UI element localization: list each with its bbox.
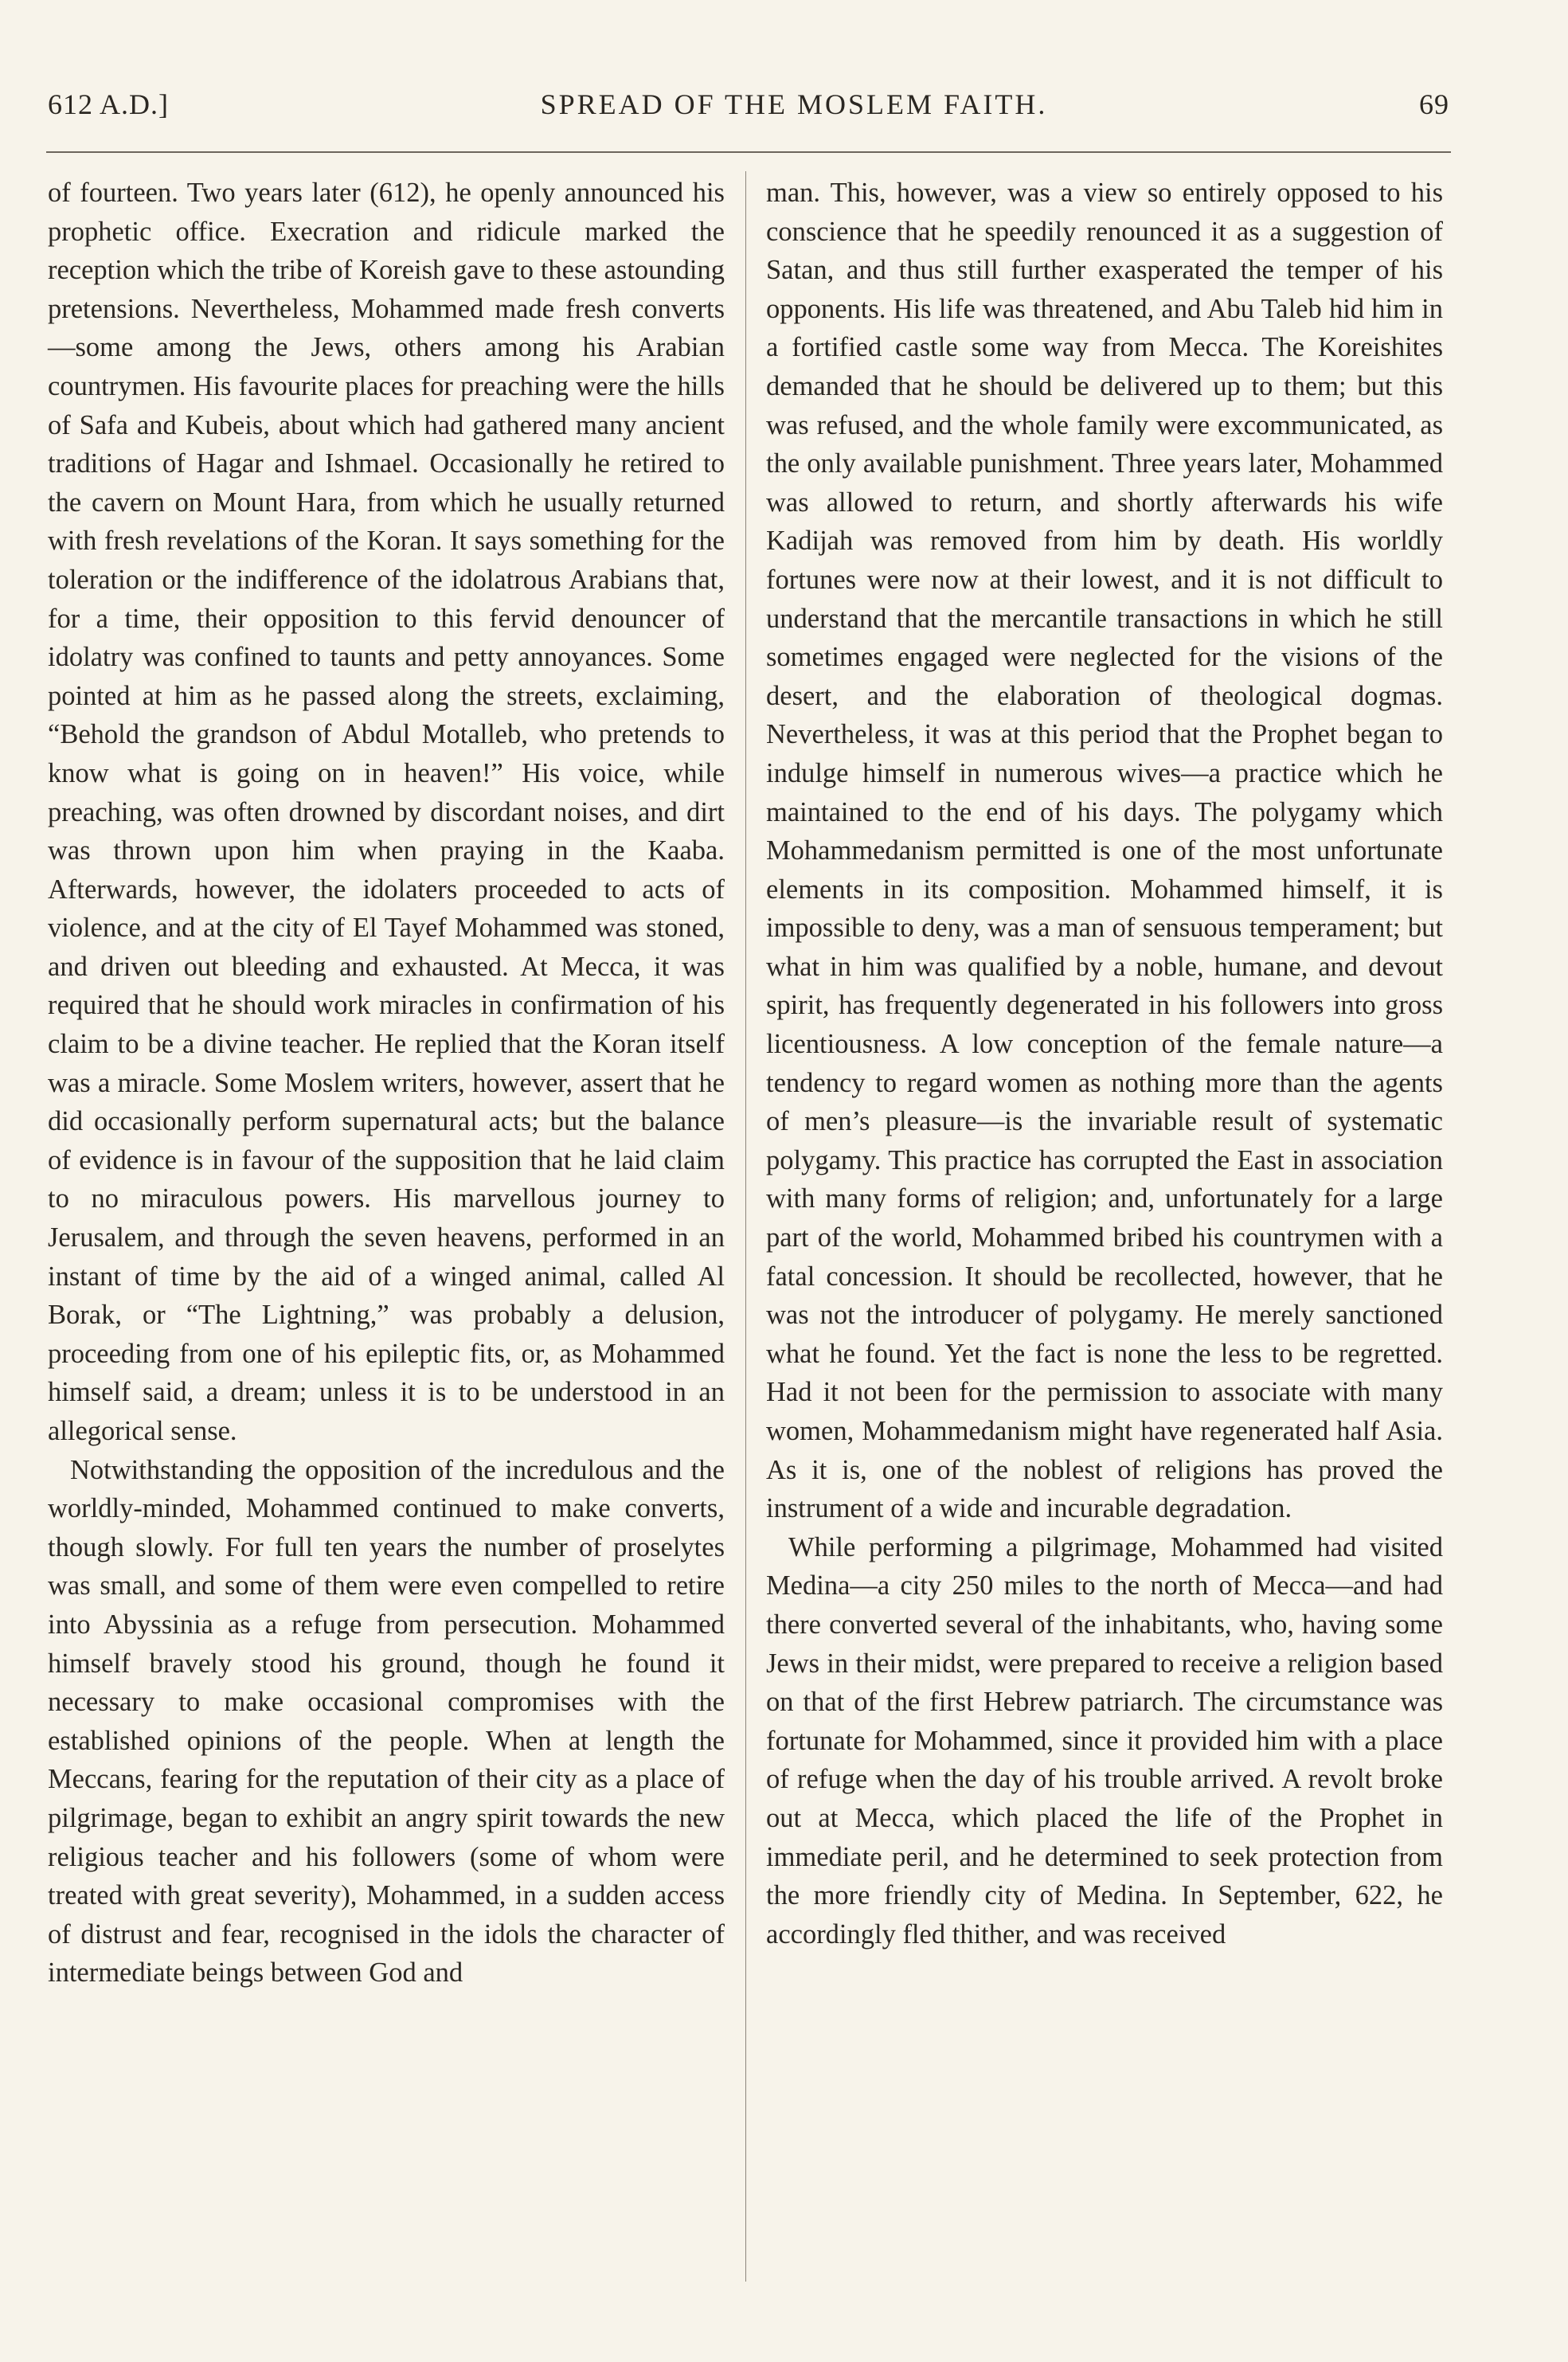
running-header xyxy=(48,88,1449,135)
header-rule xyxy=(46,151,1451,153)
header-date: 612 A.D.] xyxy=(48,88,169,120)
paragraph: of fourteen. Two years later (612), he openly announced his prophetic office. Execration and ridicule marked the reception which the tribe of Koreish gave to these astounding pretensions. Nevertheless, Mohammed made fresh converts—some among the Jews, others among his Arabian countrymen. His favourite places for preaching were the hills of Safa and Kubeis, about which had gathered many ancient traditions of Hagar and Ishmael. Occasionally he retired to the cavern on Mount Hara, from which he usually returned with fresh revelations of the Koran. It says something for the toleration or the indifference of the idolatrous Arabians that, for a time, their opposition to this fervid denouncer of idolatry was confined to taunts and petty annoyances. Some pointed at him as he passed along the streets, exclaiming, “Behold the grandson of Abdul Motalleb, who pretends to know what is going on in heaven!” His voice, while preaching, was often drowned by discordant noises, and dirt was thrown upon him when praying in the Kaaba. Afterwards, however, the idolaters proceeded to acts of violence, and at the city of El Tayef Mohammed was stoned, and driven out bleeding and exhausted. At Mecca, it was required that he should work miracles in confirmation of his claim to be a divine teacher. He replied that the Koran itself was a miracle. Some Moslem writers, however, assert that he did occasionally perform supernatural acts; but the balance of evidence is in favour of the supposition that he laid claim to no miraculous powers. His marvellous journey to Jerusalem, and through the seven heavens, performed in an instant of time by the aid of a winged animal, called Al Borak, or “The Lightning,” was probably a delusion, proceeding from one of his epileptic fits, or, as Mohammed himself said, a dream; unless it is to be understood in an allegorical sense. xyxy=(48,178,725,1446)
right-column xyxy=(766,174,1443,1953)
paragraph: While performing a pilgrimage, Mohammed had visited Medina—a city 250 miles to the north of Mecca—and had there converted several of the inhabitants, who, having some Jews in their midst, were prepared to receive a religion based on that of the first Hebrew patriarch. The circumstance was fortunate for Mohammed, since it provided him with a place of refuge when the day of his trouble arrived. A revolt broke out at Mecca, which placed the life of the Prophet in immediate peril, and he determined to seek protection from the more friendly city of Medina. In September, 622, he accordingly fled thither, and was received xyxy=(766,1531,1443,1949)
paragraph: man. This, however, was a view so entirely opposed to his conscience that he speedily renounced it as a suggestion of Satan, and thus still further exasperated the temper of his opponents. His life was threatened, and Abu Taleb hid him in a fortified castle some way from Mecca. The Koreishites demanded that he should be delivered up to them; but this was refused, and the whole family were excommunicated, as the only available punishment. Three years later, Mohammed was allowed to return, and shortly afterwards his wife Kadijah was removed from him by death. His worldly fortunes were now at their lowest, and it is not difficult to understand that the mercantile transactions in which he still sometimes engaged were neglected for the visions of the desert, and the elaboration of theological dogmas. Nevertheless, it was at this period that the Prophet began to indulge himself in numerous wives—a practice which he maintained to the end of his days. The polygamy which Mohammedanism permitted is one of the most unfortunate elements in its composition. Mohammed himself, it is impossible to deny, was a man of sensuous temperament; but what in him was qualified by a noble, humane, and devout spirit, has frequently degenerated in his followers into gross licentiousness. A low conception of the female nature—a tendency to regard women as nothing more than the agents of men’s pleasure—is the invariable result of systematic polygamy. This practice has corrupted the East in association with many forms of religion; and, unfortunately for a large part of the world, Mohammed bribed his countrymen with a fatal concession. It should be recollected, however, that he was not the introducer of polygamy. He merely sanctioned what he found. Yet the fact is none the less to be regretted. Had it not been for the permission to associate with many women, Mohammedanism might have regenerated half Asia. As it is, one of the noblest of religions has proved the instrument of a wide and incurable degradation. xyxy=(766,178,1443,1524)
left-column xyxy=(48,174,725,1992)
header-title: SPREAD OF THE MOSLEM FAITH. xyxy=(540,88,1048,120)
paragraph: Notwithstanding the opposition of the incredulous and the worldly-minded, Mohammed continued to make converts, though slowly. For full ten years the number of proselytes was small, and some of them were even compelled to retire into Abyssinia as a refuge from persecution. Mohammed himself bravely stood his ground, though he found it necessary to make occasional compromises with the established opinions of the people. When at length the Meccans, fearing for the reputation of their city as a place of pilgrimage, began to exhibit an angry spirit towards the new religious teacher and his followers (some of whom were treated with great severity), Mohammed, in a sudden access of distrust and fear, recognised in the idols the character of intermediate beings between God and xyxy=(48,1454,725,1989)
column-divider xyxy=(745,171,746,2282)
page-number: 69 xyxy=(1418,88,1449,120)
